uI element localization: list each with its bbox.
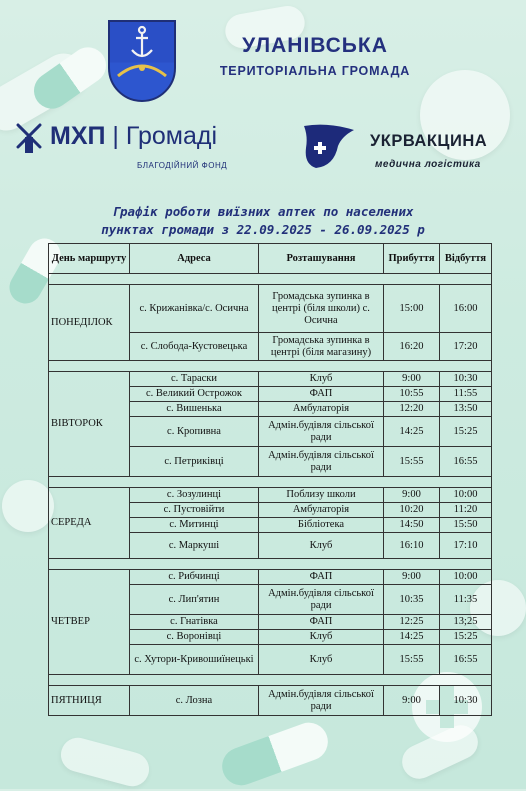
header-location: Розташування [259, 244, 384, 274]
day-wednesday: СЕРЕДА [49, 488, 130, 559]
cell-departure: 10:00 [440, 488, 492, 503]
ukrvakcina-logo-name: УКРВАКЦИНА [370, 132, 488, 150]
dove-cross-icon [302, 120, 358, 172]
table-row [49, 488, 492, 503]
table-row [49, 285, 492, 333]
cell-location: Громадська зупинка в центрі (біля магазину) [259, 333, 384, 361]
cell-address: с. Маркуші [130, 533, 259, 559]
header-arrival: Прибуття [384, 244, 440, 274]
cell-departure: 11:55 [440, 387, 492, 402]
cell-arrival: 9:00 [384, 488, 440, 503]
table-spacer-row [49, 675, 492, 686]
header-day: День маршруту [49, 244, 130, 274]
cell-departure: 10:30 [440, 686, 492, 716]
cell-location: ФАП [259, 615, 384, 630]
coat-of-arms-emblem [108, 20, 176, 102]
cell-arrival: 14:25 [384, 417, 440, 447]
cell-address: с. Пустовійти [130, 503, 259, 518]
table-spacer-row [49, 361, 492, 372]
cell-departure: 16:00 [440, 285, 492, 333]
cell-arrival: 16:20 [384, 333, 440, 361]
day-tuesday: ВІВТОРОК [49, 372, 130, 477]
cell-location: Громадська зупинка в центрі (біля школи) с. Осична [259, 285, 384, 333]
ukrvakcina-logo [302, 120, 517, 180]
schedule-title-line2: пунктах громади з 22.09.2025 - 26.09.2025 р [101, 222, 425, 237]
cell-location: Клуб [259, 645, 384, 675]
mhp-logo [14, 121, 244, 173]
table-row [49, 372, 492, 387]
cell-arrival: 10:20 [384, 503, 440, 518]
cell-address: с. Великий Острожок [130, 387, 259, 402]
cell-departure: 15:25 [440, 417, 492, 447]
cell-location: Адмін.будівля сільської ради [259, 447, 384, 477]
community-header [190, 34, 440, 78]
cell-address: с. Петриківці [130, 447, 259, 477]
cell-arrival: 12:25 [384, 615, 440, 630]
cell-departure: 11:35 [440, 585, 492, 615]
day-monday: ПОНЕДІЛОК [49, 285, 130, 361]
cell-departure: 16:55 [440, 447, 492, 477]
cell-address: с. Слобода-Кустовецька [130, 333, 259, 361]
cell-arrival: 16:10 [384, 533, 440, 559]
windmill-icon [14, 121, 44, 155]
cell-location: ФАП [259, 570, 384, 585]
cell-departure: 10:00 [440, 570, 492, 585]
cell-departure: 17:10 [440, 533, 492, 559]
cell-arrival: 15:55 [384, 447, 440, 477]
cell-departure: 10:30 [440, 372, 492, 387]
community-subtitle: ТЕРИТОРІАЛЬНА ГРОМАДА [219, 64, 411, 78]
cell-departure: 15:50 [440, 518, 492, 533]
schedule-table [48, 243, 492, 716]
mhp-logo-tagline: БЛАГОДІЙНИЙ ФОНД [137, 161, 228, 170]
cell-address: с. Митинці [130, 518, 259, 533]
cell-address: с. Тараски [130, 372, 259, 387]
cell-location: ФАП [259, 387, 384, 402]
cell-location: Бібліотека [259, 518, 384, 533]
mhp-logo-name: МХП | Громаді [50, 122, 218, 150]
table-row [49, 686, 492, 716]
cell-location: Адмін.будівля сільської ради [259, 585, 384, 615]
cell-arrival: 15:00 [384, 285, 440, 333]
header-departure: Відбуття [440, 244, 492, 274]
cell-arrival: 15:55 [384, 645, 440, 675]
cell-address: с. Кропивна [130, 417, 259, 447]
cell-arrival: 12:20 [384, 402, 440, 417]
table-spacer-row [49, 477, 492, 488]
day-thursday: ЧЕТВЕР [49, 570, 130, 675]
cell-address: с. Гнатівка [130, 615, 259, 630]
cell-address: с. Хутори-Кривошиїнецькі [130, 645, 259, 675]
mhp-logo-part2: Громаді [125, 122, 218, 150]
cell-address: с. Лозна [130, 686, 259, 716]
pill-decoration [217, 717, 333, 790]
cell-address: с. Лип'ятин [130, 585, 259, 615]
cell-departure: 17:20 [440, 333, 492, 361]
cell-location: Амбулаторія [259, 503, 384, 518]
cell-arrival: 9:00 [384, 570, 440, 585]
cell-address: с. Вишенька [130, 402, 259, 417]
pill-decoration [57, 734, 153, 790]
cell-address: с. Рибчинці [130, 570, 259, 585]
table-spacer-row [49, 559, 492, 570]
table-spacer-row [49, 274, 492, 285]
header-address: Адреса [130, 244, 259, 274]
cell-arrival: 10:55 [384, 387, 440, 402]
pill-decoration [27, 40, 113, 115]
cell-departure: 11:20 [440, 503, 492, 518]
cell-address: с. Воронівці [130, 630, 259, 645]
cell-address: с. Крижанівка/с. Осична [130, 285, 259, 333]
cell-departure: 15:25 [440, 630, 492, 645]
cell-arrival: 14:50 [384, 518, 440, 533]
cell-location: Адмін.будівля сільської ради [259, 417, 384, 447]
cell-location: Клуб [259, 533, 384, 559]
ukrvakcina-logo-tagline: медична логістика [375, 159, 481, 170]
table-header-row [49, 244, 492, 274]
cell-departure: 13:50 [440, 402, 492, 417]
anchor-icon [110, 22, 174, 100]
cell-arrival: 10:35 [384, 585, 440, 615]
cell-location: Адмін.будівля сільської ради [259, 686, 384, 716]
day-friday: ПЯТНИЦЯ [49, 686, 130, 716]
cell-address: с. Зозулинці [130, 488, 259, 503]
cell-location: Клуб [259, 630, 384, 645]
schedule-title-line1: Графік роботи виїзних аптек по населених [112, 204, 414, 219]
cell-location: Амбулаторія [259, 402, 384, 417]
cell-departure: 16:55 [440, 645, 492, 675]
cell-location: Клуб [259, 372, 384, 387]
schedule-title [30, 203, 496, 239]
pill-decoration [2, 480, 54, 532]
cell-arrival: 14:25 [384, 630, 440, 645]
table-row [49, 570, 492, 585]
cell-departure: 13;25 [440, 615, 492, 630]
cell-arrival: 9:00 [384, 686, 440, 716]
mhp-logo-part1: МХП [50, 122, 106, 150]
cell-location: Поблизу школи [259, 488, 384, 503]
cell-arrival: 9:00 [384, 372, 440, 387]
community-title: УЛАНІВСЬКА [242, 34, 388, 57]
